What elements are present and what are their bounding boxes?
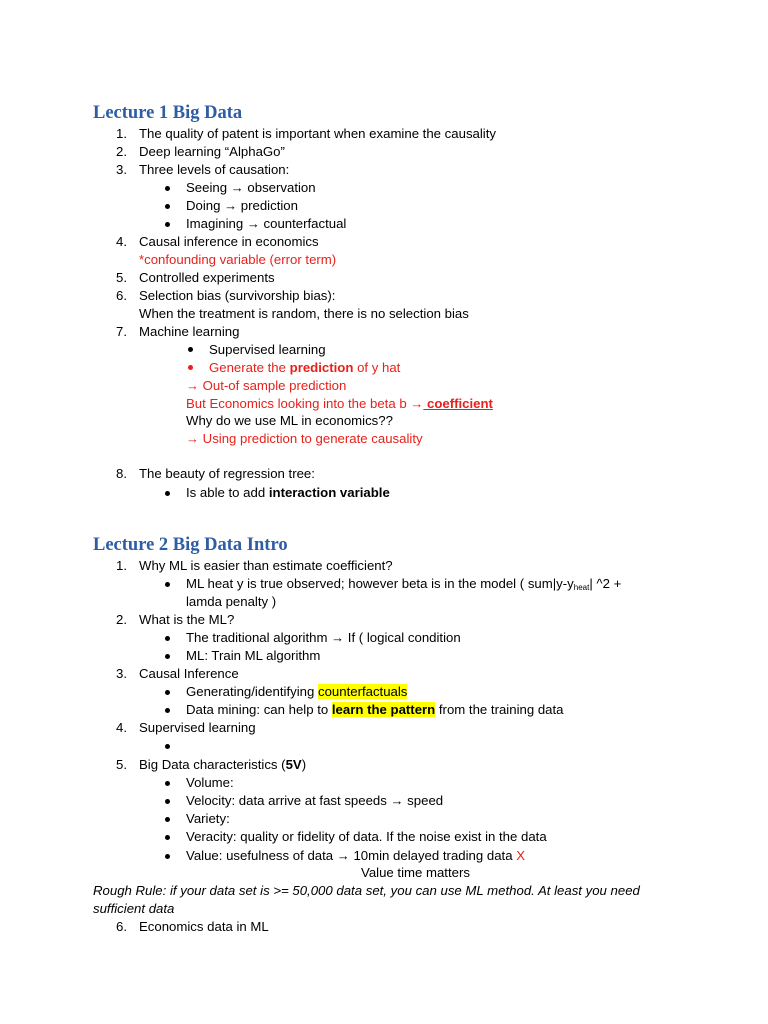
- highlighted-text: learn the pattern: [331, 702, 436, 717]
- list-item: Supervised learning: [139, 720, 256, 735]
- bullet-icon: [165, 708, 170, 713]
- list-item: The quality of patent is important when examine the causality: [139, 126, 496, 141]
- list-item: Veracity: quality or fidelity of data. If the noise exist in the data: [186, 829, 547, 844]
- bullet-icon: [165, 744, 170, 749]
- list-number: 5.: [116, 270, 127, 285]
- list-item: Why ML is easier than estimate coefficient?: [139, 558, 393, 573]
- list-item: Seeing → observation: [186, 180, 316, 195]
- list-item: The traditional algorithm → If ( logical condition: [186, 630, 461, 645]
- arrow-icon: →: [410, 396, 424, 411]
- list-item: What is the ML?: [139, 612, 235, 627]
- arrow-icon: →: [224, 198, 238, 213]
- list-item: Causal inference in economics: [139, 234, 319, 249]
- list-number: 2.: [116, 612, 127, 627]
- note-text: But Economics looking into the beta b → coefficient: [186, 396, 493, 411]
- arrow-icon: →: [230, 180, 244, 195]
- list-item: Variety:: [186, 811, 230, 826]
- bullet-icon: [165, 654, 170, 659]
- list-item: The beauty of regression tree:: [139, 466, 315, 481]
- arrow-icon: →: [186, 378, 199, 393]
- bullet-icon: [165, 781, 170, 786]
- bullet-icon: [188, 347, 193, 352]
- bullet-icon: [165, 817, 170, 822]
- list-item: Machine learning: [139, 324, 240, 339]
- list-item: Is able to add interaction variable: [186, 485, 390, 500]
- list-number: 6.: [116, 919, 127, 934]
- bullet-icon: [188, 365, 193, 370]
- arrow-icon: →: [186, 431, 199, 446]
- list-number: 7.: [116, 324, 127, 339]
- list-number: 2.: [116, 144, 127, 159]
- list-item: Generate the prediction of y hat: [209, 360, 401, 375]
- arrow-icon: →: [390, 793, 404, 808]
- list-item: Value: usefulness of data → 10min delayed trading data X: [186, 848, 525, 863]
- note-text: Why do we use ML in economics??: [186, 413, 393, 428]
- list-item: Economics data in ML: [139, 919, 269, 934]
- rough-rule-text: sufficient data: [93, 901, 175, 916]
- list-number: 6.: [116, 288, 127, 303]
- list-number: 4.: [116, 720, 127, 735]
- lecture2-heading: Lecture 2 Big Data Intro: [93, 535, 288, 555]
- list-item: Velocity: data arrive at fast speeds → speed: [186, 793, 444, 808]
- list-item: Doing → prediction: [186, 198, 298, 213]
- list-item: Generating/identifying counterfactuals: [186, 684, 408, 699]
- list-item: Imagining → counterfactual: [186, 216, 347, 231]
- arrow-icon: →: [336, 848, 350, 863]
- list-number: 1.: [116, 558, 127, 573]
- highlighted-text: counterfactuals: [317, 684, 408, 699]
- list-number: 5.: [116, 757, 127, 772]
- list-item: Three levels of causation:: [139, 162, 290, 177]
- list-item: Volume:: [186, 775, 234, 790]
- note-text: *confounding variable (error term): [139, 252, 337, 267]
- list-number: 1.: [116, 126, 127, 141]
- list-number: 8.: [116, 466, 127, 481]
- note-text: When the treatment is random, there is no selection bias: [139, 306, 469, 321]
- lecture1-heading: Lecture 1 Big Data: [93, 103, 243, 123]
- list-item: Deep learning “AlphaGo”: [139, 144, 285, 159]
- bullet-icon: [165, 582, 170, 587]
- list-item: Selection bias (survivorship bias):: [139, 288, 336, 303]
- list-item-continuation: lamda penalty ): [186, 594, 277, 609]
- list-item: Big Data characteristics (5V): [139, 757, 307, 772]
- list-item: ML: Train ML algorithm: [186, 648, 321, 663]
- list-item: Data mining: can help to learn the pattern from the training data: [186, 702, 564, 717]
- x-mark: X: [516, 848, 525, 863]
- list-item: Causal Inference: [139, 666, 239, 681]
- note-text: → Out-of sample prediction: [186, 378, 347, 393]
- bullet-icon: [165, 636, 170, 641]
- bullet-icon: [165, 186, 170, 191]
- note-text: Value time matters: [361, 865, 470, 880]
- bullet-icon: [165, 854, 170, 859]
- bullet-icon: [165, 690, 170, 695]
- arrow-icon: →: [246, 216, 260, 231]
- list-item: Supervised learning: [209, 342, 326, 357]
- bullet-icon: [165, 491, 170, 496]
- list-number: 3.: [116, 666, 127, 681]
- bullet-icon: [165, 222, 170, 227]
- rough-rule-text: Rough Rule: if your data set is >= 50,000 data set, you can use ML method. At least you need: [93, 883, 640, 898]
- arrow-icon: →: [331, 630, 345, 645]
- list-item: ML heat y is true observed; however beta is in the model ( $sum|y-y_{heat}|$ ^2 +: [186, 576, 622, 592]
- note-text: → Using prediction to generate causality: [186, 431, 423, 446]
- bullet-icon: [165, 799, 170, 804]
- list-number: 4.: [116, 234, 127, 249]
- list-number: 3.: [116, 162, 127, 177]
- bullet-icon: [165, 204, 170, 209]
- bullet-icon: [165, 835, 170, 840]
- list-item: Controlled experiments: [139, 270, 275, 285]
